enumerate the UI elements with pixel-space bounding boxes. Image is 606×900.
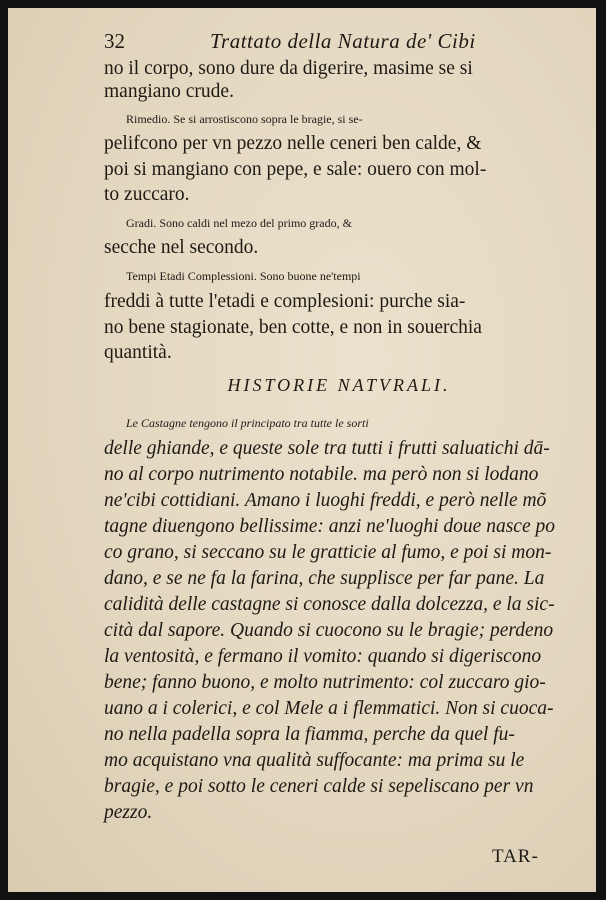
text-line: la ventosità, e fermano il vomito: quando si digeriscono: [104, 646, 542, 667]
text-line: Gradi. Sono caldi nel mezo del primo grado, &: [126, 216, 352, 230]
page-number: 32: [104, 29, 125, 53]
text-line: Le Castagne tengono il principato tra tutte le sorti: [126, 416, 369, 430]
text-line: co grano, si seccano su le gratticie al fumo, e poi si mon-: [104, 542, 552, 563]
text-line: ne'cibi cottidiani. Amano i luoghi freddi, e però nelle mõ: [104, 490, 547, 511]
text-line: quantità.: [104, 342, 172, 363]
text-line: no bene stagionate, ben cotte, e non in souerchia: [104, 317, 482, 338]
text-line: Rimedio. Se si arrostiscono sopra le bragie, si se-: [126, 112, 363, 126]
text-line: cità dal sapore. Quando si cuocono su le bragie; perdeno: [104, 620, 554, 641]
text-line: mangiano crude.: [104, 81, 234, 102]
text-line: to zuccaro.: [104, 184, 190, 205]
text-line: freddi à tutte l'etadi e complesioni: purche sia-: [104, 291, 466, 312]
text-line: dano, e se ne fa la farina, che supplisce per far pane. La: [104, 568, 545, 589]
text-line: no al corpo nutrimento notabile. ma però non si lodano: [104, 464, 539, 485]
text-line: pelifcono per vn pezzo nelle ceneri ben calde, &: [104, 133, 482, 154]
text-line: no il corpo, sono dure da digerire, masime se si: [104, 58, 473, 79]
book-page: [8, 8, 596, 892]
text-line: calidità delle castagne si conosce dalla dolcezza, e la sic-: [104, 594, 555, 615]
text-line: mo acquistano vna qualità suffocante: ma prima su le: [104, 750, 525, 771]
section-heading: HISTORIE NATVRALI.: [227, 375, 451, 395]
text-line: tagne diuengono bellissime: anzi ne'luoghi doue nasce po: [104, 516, 555, 537]
running-header: [104, 26, 584, 56]
text-line: poi si mangiano con pepe, e sale: ouero con mol-: [104, 159, 487, 180]
text-line: bragie, e poi sotto le ceneri calde si sepeliscano per vn: [104, 776, 534, 797]
text-line: delle ghiande, e queste sole tra tutti i frutti saluatichi dā-: [104, 438, 550, 459]
running-title: Trattato della Natura de' Cibi: [210, 29, 476, 53]
text-line: bene; fanno buono, e molto nutrimento: col zuccaro gio-: [104, 672, 546, 693]
text-line: pezzo.: [104, 802, 153, 823]
text-line: uano a i colerici, e col Mele a i flemmatici. Non si cuoca-: [104, 698, 554, 719]
text-line: secche nel secondo.: [104, 237, 259, 258]
text-line: no nella padella sopra la fiamma, perche da quel fu-: [104, 724, 515, 745]
catchword: TAR-: [492, 846, 539, 867]
text-line: Tempi Etadi Complessioni. Sono buone ne'tempi: [126, 269, 361, 283]
